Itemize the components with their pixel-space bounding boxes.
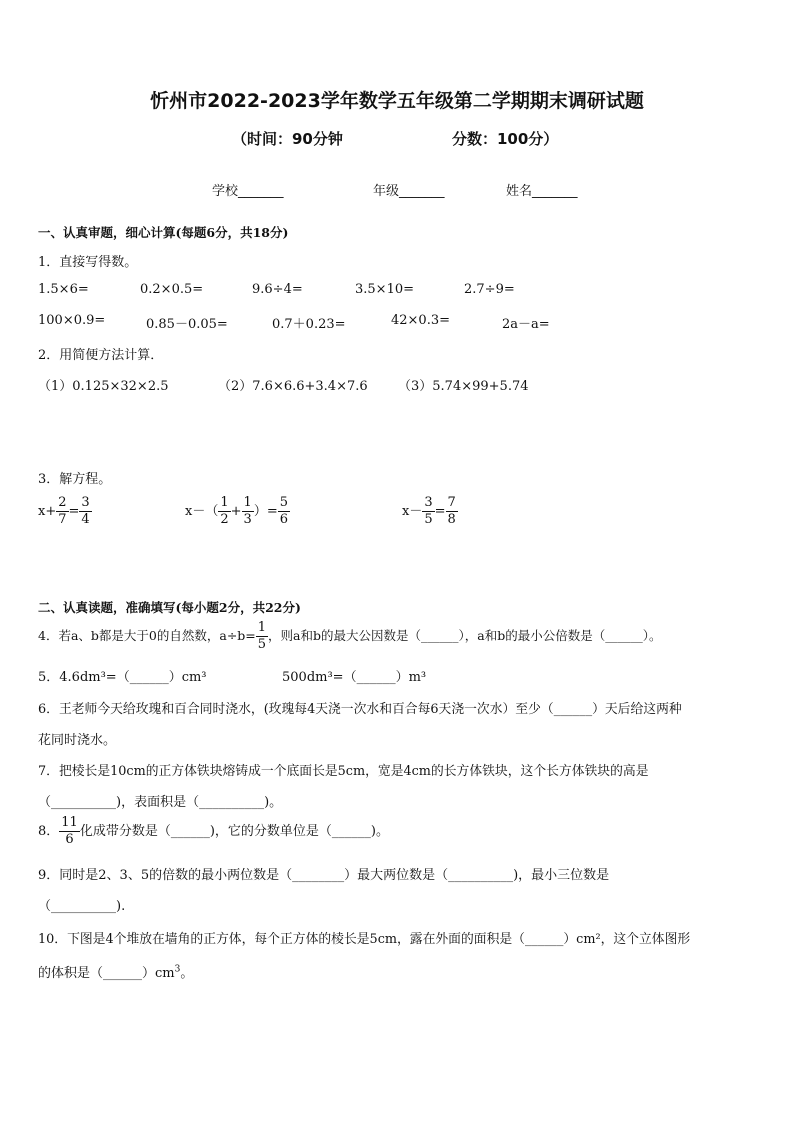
q3-equation-3: x－ $\frac{3}{5}$ = $\frac{7}{8}$ — [402, 495, 456, 527]
q9-line-1: 9．同时是2、3、5的倍数的最小两位数是（________）最大两位数是（__________)，最小三位数是 — [38, 868, 610, 883]
q4-text: 4．若a、b都是大于0的自然数，a÷b= $\frac{1}{5}$ ，则a和b的最大公因数是（______），a和b的最小公倍数是（______）。 — [38, 620, 662, 652]
name-field: 姓名_______ — [506, 184, 578, 199]
q6-line-1: 6．王老师今天给玫瑰和百合同时浇水，(玫瑰每4天浇一次水和百合每6天浇一次水）至少（______）天后给这两种 — [38, 702, 682, 717]
exam-time: （时间：90分钟 — [232, 130, 343, 148]
q2-item-1: （1）0.125×32×2.5 — [38, 379, 169, 394]
q1-r2-c3: 0.7＋0.23= — [272, 317, 346, 332]
q5-part-a: 5．4.6dm³=（______）cm³ — [38, 670, 207, 685]
exam-score: 分数：100分） — [452, 130, 559, 148]
q1-label: 1．直接写得数。 — [38, 255, 138, 270]
q3-equation-1: x+ $\frac{2}{7}$ = $\frac{3}{4}$ — [38, 495, 90, 527]
q1-r1-c4: 3.5×10= — [355, 282, 415, 297]
q1-r2-c1: 100×0.9= — [38, 313, 106, 328]
section-1-heading: 一、认真审题，细心计算(每题6分，共18分) — [38, 225, 289, 240]
page-title: 忻州市2022-2023学年数学五年级第二学期期末调研试题 — [150, 90, 644, 112]
q3-label: 3．解方程。 — [38, 472, 112, 487]
q1-r1-c3: 9.6÷4= — [252, 282, 303, 297]
q10-line-1: 10．下图是4个堆放在墙角的正方体，每个正方体的棱长是5cm，露在外面的面积是（______）cm²，这个立体图形 — [38, 932, 691, 947]
q9-line-2: （__________). — [38, 899, 126, 914]
q7-line-2: （__________)，表面积是（__________)。 — [38, 795, 283, 810]
q1-r2-c5: 2a－a= — [502, 317, 550, 332]
q2-item-3: （3）5.74×99+5.74 — [398, 379, 529, 394]
section-2-heading: 二、认真读题，准确填写(每小题2分，共22分) — [38, 600, 301, 615]
q5-part-b: 500dm³=（______）m³ — [282, 670, 427, 685]
q1-r1-c5: 2.7÷9= — [464, 282, 515, 297]
q1-r1-c1: 1.5×6= — [38, 282, 89, 297]
q1-r2-c2: 0.85－0.05= — [146, 317, 228, 332]
q10-line-2: 的体积是$(\_\_\_\_\_\_)cm^3$。 — [38, 964, 194, 981]
q7-line-1: 7．把棱长是10cm的正方体铁块熔铸成一个底面长是5cm，宽是4cm的长方体铁块，这个长方体铁块的高是 — [38, 764, 649, 779]
school-field: 学校_______ — [212, 184, 284, 199]
q2-label: 2．用简便方法计算． — [38, 348, 164, 363]
q3-equation-2: x－（ $\frac{1}{2}$ + $\frac{1}{3}$ ）= $\frac{5}{6}$ — [185, 495, 288, 527]
q8-text: 8． $\frac{11}{6}$ 化成带分数是（______)，它的分数单位是（______)。 — [38, 815, 389, 847]
q2-item-2: （2）7.6×6.6+3.4×7.6 — [218, 379, 368, 394]
q1-r2-c4: 42×0.3= — [391, 313, 451, 328]
q1-r1-c2: 0.2×0.5= — [140, 282, 204, 297]
grade-field: 年级_______ — [373, 184, 445, 199]
q6-line-2: 花同时浇水。 — [38, 733, 117, 748]
